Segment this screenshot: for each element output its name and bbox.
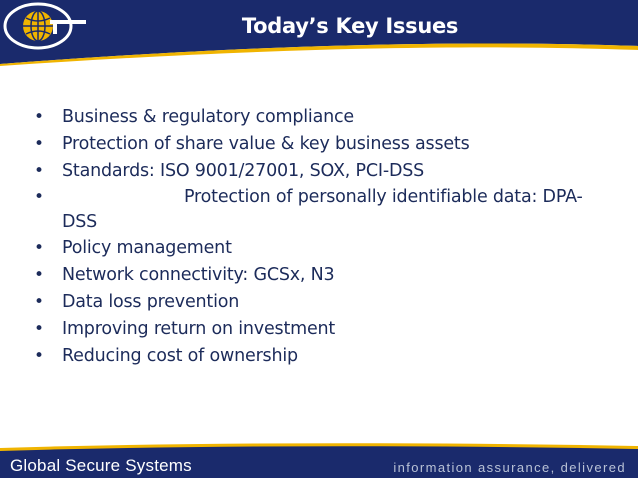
globe-g-logo-icon	[0, 0, 88, 52]
bullet-marker: •	[34, 187, 44, 207]
bullet-text: Business & regulatory compliance	[62, 107, 354, 127]
bullet-marker: •	[34, 107, 44, 127]
bullet-item	[28, 158, 608, 185]
slide-header	[0, 0, 638, 66]
bullet-item	[28, 316, 608, 343]
company-name: Global Secure Systems	[10, 456, 192, 475]
bullet-marker: •	[34, 346, 44, 366]
bullet-text: Network connectivity: GCSx, N3	[62, 265, 335, 285]
bullet-item	[28, 343, 608, 370]
bullet-marker: •	[34, 292, 44, 312]
bullet-item	[28, 235, 608, 262]
bullet-marker: •	[34, 319, 44, 339]
bullet-item	[28, 185, 608, 235]
bullet-text: Protection of personally identifiable data: DPA-DSS	[62, 187, 583, 232]
bullet-text: Standards: ISO 9001/27001, SOX, PCI-DSS	[62, 161, 425, 181]
bullet-text: Reducing cost of ownership	[62, 346, 298, 366]
bullet-marker: •	[34, 134, 44, 154]
bullet-item	[28, 104, 608, 131]
bullet-marker: •	[34, 161, 44, 181]
bullet-text: Data loss prevention	[62, 292, 240, 312]
bullet-item	[28, 262, 608, 289]
bullet-text: Protection of share value & key business assets	[62, 134, 470, 154]
bullet-list	[28, 104, 608, 370]
bullet-text: Improving return on investment	[62, 319, 336, 339]
slide-title: Today’s Key Issues	[241, 14, 459, 38]
bullet-text: Policy management	[62, 238, 232, 258]
bullet-marker: •	[34, 238, 44, 258]
bullet-marker: •	[34, 265, 44, 285]
company-tagline: information assurance, delivered	[393, 460, 626, 475]
bullet-item	[28, 289, 608, 316]
bullet-item	[28, 131, 608, 158]
slide-footer	[0, 440, 638, 478]
